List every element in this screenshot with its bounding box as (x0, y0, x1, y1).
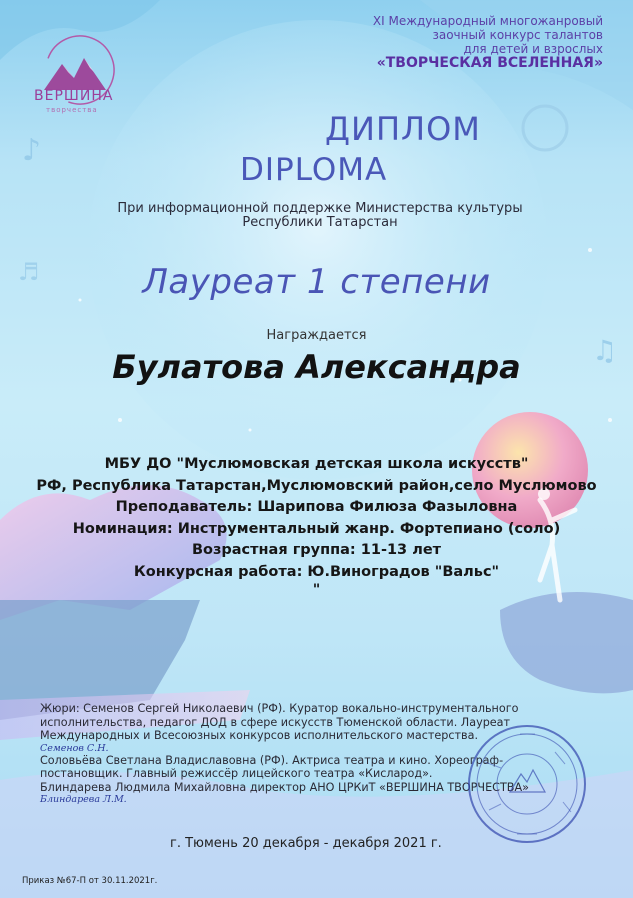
film-reel-icon (523, 106, 567, 150)
age-group-line: Возрастная группа: 11-13 лет (191, 542, 442, 558)
jury-line: Блиндарева Людмила Михайловна директор АНО ЦРКиТ «ВЕРШИНА ТВОРЧЕСТВА» (40, 780, 529, 794)
location-line: РФ, Республика Татарстан,Муслюмовский район,село Муслюмово (36, 477, 597, 494)
contest-line: для детей и взрослых (463, 42, 603, 56)
jury-line: Международных и Всесоюзных конкурсов исполнительского мастерства. (40, 729, 479, 742)
issue-date: г. Тюмень 20 декабря - декабря 2021 г. (170, 836, 442, 851)
jury-signature: Блиндарева Л.М. (40, 794, 127, 805)
teacher-line: Преподаватель: Шарипова Филюза Фазыловна (115, 499, 518, 515)
support-line: При информационной поддержке Министерства культуры (117, 201, 523, 216)
contest-line: заочный конкурс талантов (432, 28, 603, 42)
jury-line: постановщик. Главный режиссёр лицейского театра «Кисларод». (40, 767, 433, 780)
contest-header (303, 14, 603, 70)
recipient-name: Булатова Александра (112, 348, 521, 386)
award-title: Лауреат 1 степени (142, 262, 491, 302)
moon-shape (88, 20, 548, 480)
logo-name: ВЕРШИНА (34, 88, 114, 104)
jury-line: исполнительства, педагог ДОД в сфере искусств Тюменской области. Лауреат (40, 715, 511, 729)
jury-line: Жюри: Семенов Сергей Николаевич (РФ). Куратор вокально-инструментального (40, 702, 519, 715)
official-stamp (465, 722, 590, 847)
music-note-icon: ♫ (592, 334, 618, 367)
right-cliff (500, 592, 633, 693)
logo-subtitle: творчества (46, 106, 98, 114)
order-number: Приказ №67-П от 30.11.2021г. (22, 876, 158, 886)
support-note (70, 202, 570, 230)
awarded-label: Награждается (266, 328, 367, 343)
support-line: Республики Татарстан (242, 215, 398, 230)
details-block (0, 454, 633, 597)
contest-line: XI Международный многожанровый (372, 14, 603, 28)
school-line: МБУ ДО "Муслюмовская детская школа искусств" (104, 456, 529, 472)
music-note-icon: ♬ (18, 258, 40, 286)
jury-signature: Семенов С.Н. (40, 742, 109, 754)
heading-ru: ДИПЛОМ (325, 110, 481, 148)
music-note-icon: ♪ (22, 133, 42, 168)
work-line: Конкурсная работа: Ю.Виноградов "Вальс" (133, 563, 500, 580)
extra-line: " (312, 582, 321, 598)
heading-en: DIPLOMA (240, 152, 388, 188)
jury-line: Соловьёва Светлана Владиславовна (РФ). Актриса театра и кино. Хореограф- (40, 753, 504, 767)
contest-title: «ТВОРЧЕСКАЯ ВСЕЛЕННАЯ» (376, 55, 603, 71)
nomination-line: Номинация: Инструментальный жанр. Фортепиано (соло) (72, 520, 561, 537)
